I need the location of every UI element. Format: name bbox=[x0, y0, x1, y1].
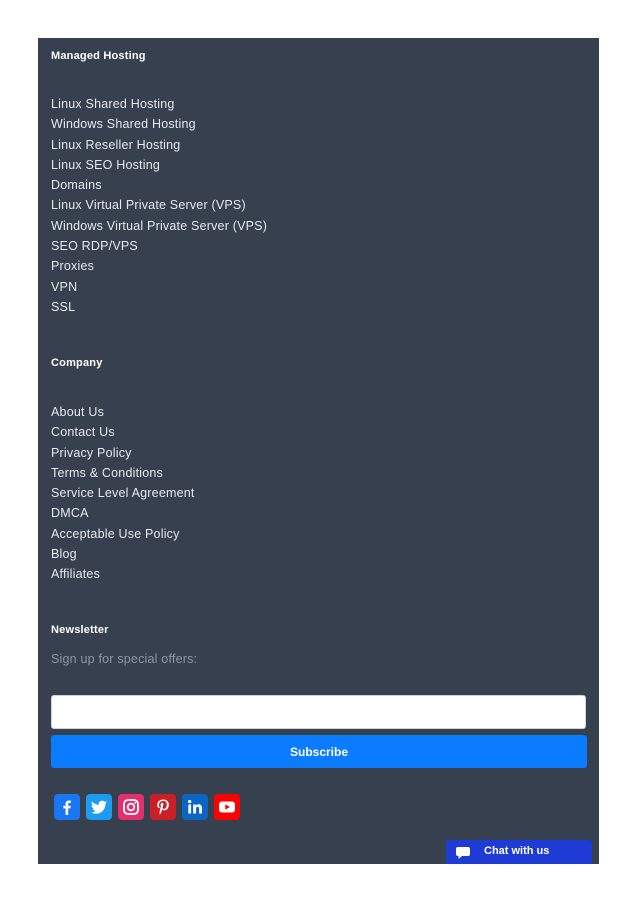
link-contact-us[interactable]: Contact Us bbox=[51, 425, 115, 440]
link-linux-vps[interactable]: Linux Virtual Private Server (VPS) bbox=[51, 198, 246, 213]
newsletter-email-input[interactable] bbox=[51, 695, 586, 729]
link-vpn[interactable]: VPN bbox=[51, 279, 78, 294]
company-heading: Company bbox=[51, 357, 103, 369]
managed-hosting-heading: Managed Hosting bbox=[51, 50, 146, 62]
site-footer bbox=[38, 38, 599, 864]
company-links bbox=[51, 402, 195, 585]
link-ssl[interactable]: SSL bbox=[51, 299, 76, 314]
link-service-level-agreement[interactable]: Service Level Agreement bbox=[51, 486, 195, 501]
chat-bubble-icon bbox=[456, 846, 470, 858]
link-linux-seo-hosting[interactable]: Linux SEO Hosting bbox=[51, 157, 161, 172]
instagram-icon[interactable] bbox=[118, 794, 144, 820]
managed-hosting-links bbox=[51, 94, 267, 317]
link-terms-conditions[interactable]: Terms & Conditions bbox=[51, 465, 163, 480]
youtube-icon[interactable] bbox=[214, 794, 240, 820]
twitter-icon[interactable] bbox=[86, 794, 112, 820]
linkedin-icon[interactable] bbox=[182, 794, 208, 820]
link-windows-vps[interactable]: Windows Virtual Private Server (VPS) bbox=[51, 218, 268, 233]
link-windows-shared-hosting[interactable]: Windows Shared Hosting bbox=[51, 117, 196, 132]
newsletter-subtitle: Sign up for special offers: bbox=[51, 652, 198, 666]
facebook-icon[interactable] bbox=[54, 794, 80, 820]
subscribe-button[interactable]: Subscribe bbox=[51, 735, 587, 768]
newsletter-heading: Newsletter bbox=[51, 624, 109, 636]
link-proxies[interactable]: Proxies bbox=[51, 259, 95, 274]
link-blog[interactable]: Blog bbox=[51, 547, 77, 562]
link-dmca[interactable]: DMCA bbox=[51, 506, 89, 521]
pinterest-icon[interactable] bbox=[150, 794, 176, 820]
chat-label: Chat with us bbox=[484, 845, 550, 857]
link-domains[interactable]: Domains bbox=[51, 178, 102, 193]
link-privacy-policy[interactable]: Privacy Policy bbox=[51, 445, 132, 460]
link-affiliates[interactable]: Affiliates bbox=[51, 567, 101, 582]
link-linux-shared-hosting[interactable]: Linux Shared Hosting bbox=[51, 97, 175, 111]
chat-widget-button[interactable] bbox=[446, 840, 592, 864]
link-linux-reseller-hosting[interactable]: Linux Reseller Hosting bbox=[51, 137, 181, 152]
link-seo-rdp-vps[interactable]: SEO RDP/VPS bbox=[51, 239, 138, 254]
link-about-us[interactable]: About Us bbox=[51, 405, 105, 419]
link-acceptable-use-policy[interactable]: Acceptable Use Policy bbox=[51, 526, 180, 541]
